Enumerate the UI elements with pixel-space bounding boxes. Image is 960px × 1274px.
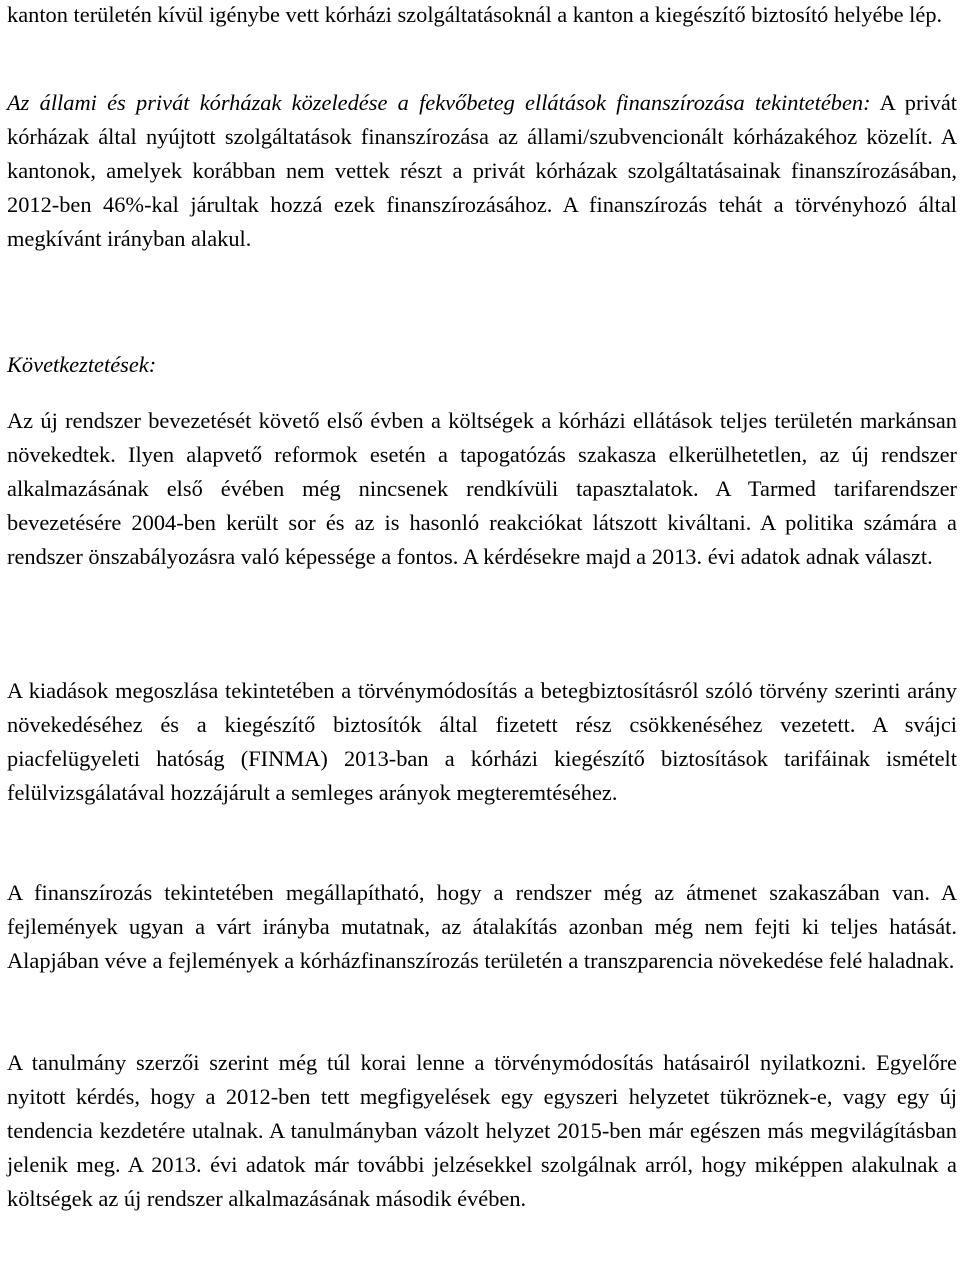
paragraph-5: A finanszírozás tekintetében megállapítható, hogy a rendszer még az átmenet szakaszában van. A fejlemények ugyan a várt irányba mutatnak, az átalakítás azonban még nem fejti ki teljes hatását. Alapjában véve a fejlemények a kórházfinanszírozás területén a transzparencia növekedése felé haladnak. (7, 880, 957, 973)
paragraph-2 (7, 86, 957, 256)
paragraph-2-body: A privát kórházak által nyújtott szolgáltatások finanszírozása az állami/szubvencionált kórházakéhoz közelít. A kantonok, amelyek korábban nem vettek részt a privát kórházak szolgáltatásainak finanszírozásában, 2012-ben 46%-kal járultak hozzá ezek finanszírozásához. A finanszírozás tehát a törvényhozó által megkívánt irányban alakul. (7, 90, 957, 251)
paragraph-6: A tanulmány szerzői szerint még túl korai lenne a törvénymódosítás hatásairól nyilatkozni. Egyelőre nyitott kérdés, hogy a 2012-ben tett megfigyelések egy egyszeri helyzetet tükröznek-e, vagy egy új tendencia kezdetére utalnak. A tanulmányban vázolt helyzet 2015-ben már egészen más megvilágításban jelenik meg. A 2013. évi adatok már további jelzésekkel szolgálnak arról, hogy miképpen alakulnak a költségek az új rendszer alkalmazásának második évében. (7, 1050, 957, 1211)
paragraph-1: kanton területén kívül igénybe vett kórházi szolgáltatásoknál a kanton a kiegészítő biztosító helyébe lép. (7, 2, 943, 27)
paragraph-2-italic-lead: Az állami és privát kórházak közeledése a fekvőbeteg ellátások finanszírozása tekintetében: (7, 90, 871, 115)
paragraph-4: A kiadások megoszlása tekintetében a törvénymódosítás a betegbiztosításról szóló törvény szerinti arány növekedéséhez és a kiegészítő biztosítók által fizetett rész csökkenéséhez vezetett. A svájci piacfelügyeleti hatóság (FINMA) 2013-ban a kórházi kiegészítő biztosítások tarifáinak ismételt felülvizsgálatával hozzájárult a semleges arányok megteremtéséhez. (7, 678, 957, 805)
paragraph-3: Az új rendszer bevezetését követő első évben a költségek a kórházi ellátások teljes területén markánsan növekedtek. Ilyen alapvető reformok esetén a tapogatózás szakasza elkerülhetetlen, az új rendszer alkalmazásának első évében még nincsenek rendkívüli tapasztalatok. A Tarmed tarifarendszer bevezetésére 2004-ben került sor és az is hasonló reakciókat látszott kiváltani. A politika számára a rendszer önszabályozásra való képessége a fontos. A kérdésekre majd a 2013. évi adatok adnak választ. (7, 408, 957, 569)
section-heading: Következtetések: (7, 352, 157, 377)
